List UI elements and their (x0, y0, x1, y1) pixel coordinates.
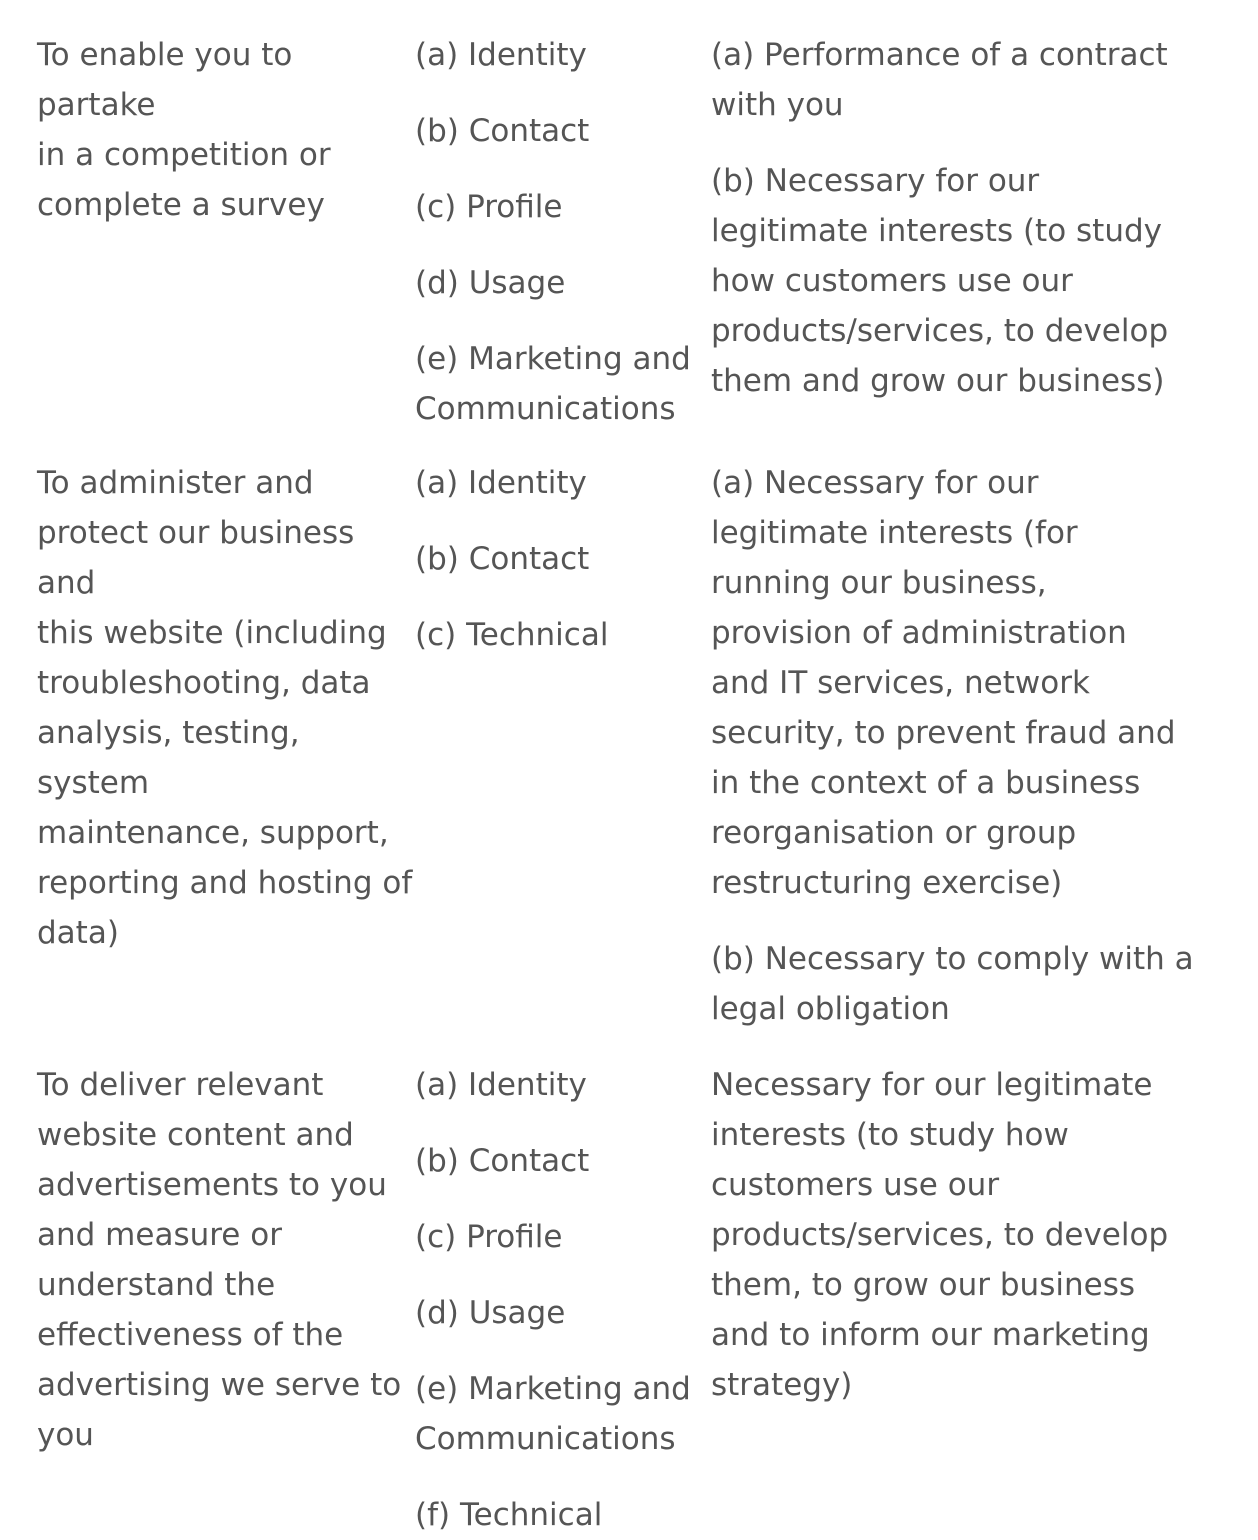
data-type-item: (e) Marketing and Communications (415, 341, 691, 427)
lawful-basis-item: Necessary for our legitimate interests (to study how customers use our products/services, to develop them, to grow our business and to inform our marketing strategy) (711, 1067, 1169, 1403)
lawful-basis-item: (a) Performance of a contract with you (711, 37, 1168, 123)
data-type-item: (b) Contact (415, 1143, 590, 1179)
data-type-cell (415, 30, 705, 434)
data-type-item: (d) Usage (415, 1295, 566, 1331)
data-type-item: (f) Technical (415, 1497, 603, 1533)
lawful-basis-item: (a) Necessary for our legitimate interests (for running our business, provision of administration and IT services, network security, to prevent fraud and in the context of a business reorganisation or group restructuring exercise) (711, 465, 1176, 901)
data-type-item: (b) Contact (415, 113, 590, 149)
lawful-basis-cell (711, 458, 1241, 1034)
purpose-text: To deliver relevant website content and advertisements to you and measure or understand the effectiveness of the advertising we serve to you (37, 1067, 402, 1453)
lawful-basis-cell (711, 1060, 1241, 1410)
lawful-basis-item: (b) Necessary for our legitimate interests (to study how customers use our products/services, to develop them and grow our business) (711, 163, 1169, 399)
lawful-basis-cell (711, 30, 1241, 406)
data-type-item: (c) Profile (415, 189, 563, 225)
data-type-cell (415, 458, 705, 660)
data-type-item: (a) Identity (415, 465, 587, 501)
data-type-item: (e) Marketing and Communications (415, 1371, 691, 1457)
purpose-cell (37, 30, 415, 230)
data-type-item: (c) Technical (415, 617, 609, 653)
data-type-item: (b) Contact (415, 541, 590, 577)
data-type-item: (a) Identity (415, 1067, 587, 1103)
purpose-text: To enable you to partake in a competition or complete a survey (37, 37, 331, 223)
data-type-item: (d) Usage (415, 265, 566, 301)
purpose-cell (37, 1060, 415, 1460)
data-type-item: (a) Identity (415, 37, 587, 73)
data-type-cell (415, 1060, 705, 1540)
data-type-item: (c) Profile (415, 1219, 563, 1255)
purpose-text: To administer and protect our business and this website (including troubleshooting, data analysis, testing, system maintenance, support, reporting and hosting of data) (37, 465, 413, 951)
lawful-basis-item: (b) Necessary to comply with a legal obligation (711, 941, 1194, 1027)
purpose-cell (37, 458, 415, 958)
